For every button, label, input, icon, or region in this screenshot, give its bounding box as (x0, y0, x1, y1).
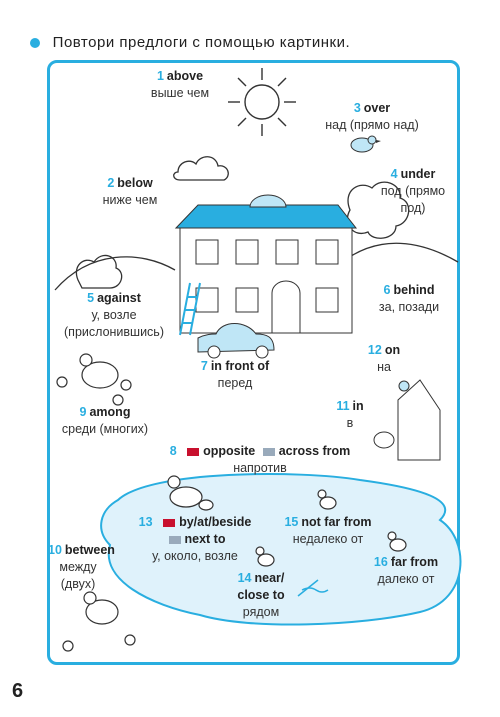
cloud-icon (174, 157, 229, 180)
label-far-from: 16 far from далеко от (373, 555, 439, 586)
label-under: 4 under под (прямо под) (380, 167, 446, 215)
uk-flag-icon (187, 448, 199, 456)
label-behind: 6 behind за, позади (378, 283, 440, 314)
label-over: 3 over над (прямо над) (325, 101, 419, 132)
label-against: 5 against у, возле (прислонившись) (64, 291, 164, 339)
label-by-at-beside: 13 by/at/beside next to у, около, возле (138, 515, 252, 563)
us-flag-icon (169, 536, 181, 544)
doghouse-icon (374, 380, 440, 460)
label-between: 10 between между (двух) (48, 543, 115, 591)
label-above: 1 above выше чем (150, 69, 210, 100)
bird-icon (351, 136, 381, 152)
label-opposite: 8 opposite across from напротив (169, 444, 351, 475)
us-flag-icon (263, 448, 275, 456)
instruction-text: Повтори предлоги с помощью картинки. (52, 34, 351, 51)
page-number: 6 (12, 680, 24, 702)
house-icon (176, 195, 356, 333)
label-in: 11 in в (336, 399, 364, 430)
uk-flag-icon (163, 519, 175, 527)
label-among: 9 among среди (многих) (61, 405, 149, 436)
sun-icon (228, 68, 296, 136)
label-below: 2 below ниже чем (102, 176, 158, 207)
label-near-close-to: 14 near/ close to рядом (237, 571, 285, 619)
label-on: 12 on на (367, 343, 401, 374)
label-in-front-of: 7 in front of перед (200, 359, 270, 390)
label-not-far-from: 15 not far from недалеко от (284, 515, 372, 546)
